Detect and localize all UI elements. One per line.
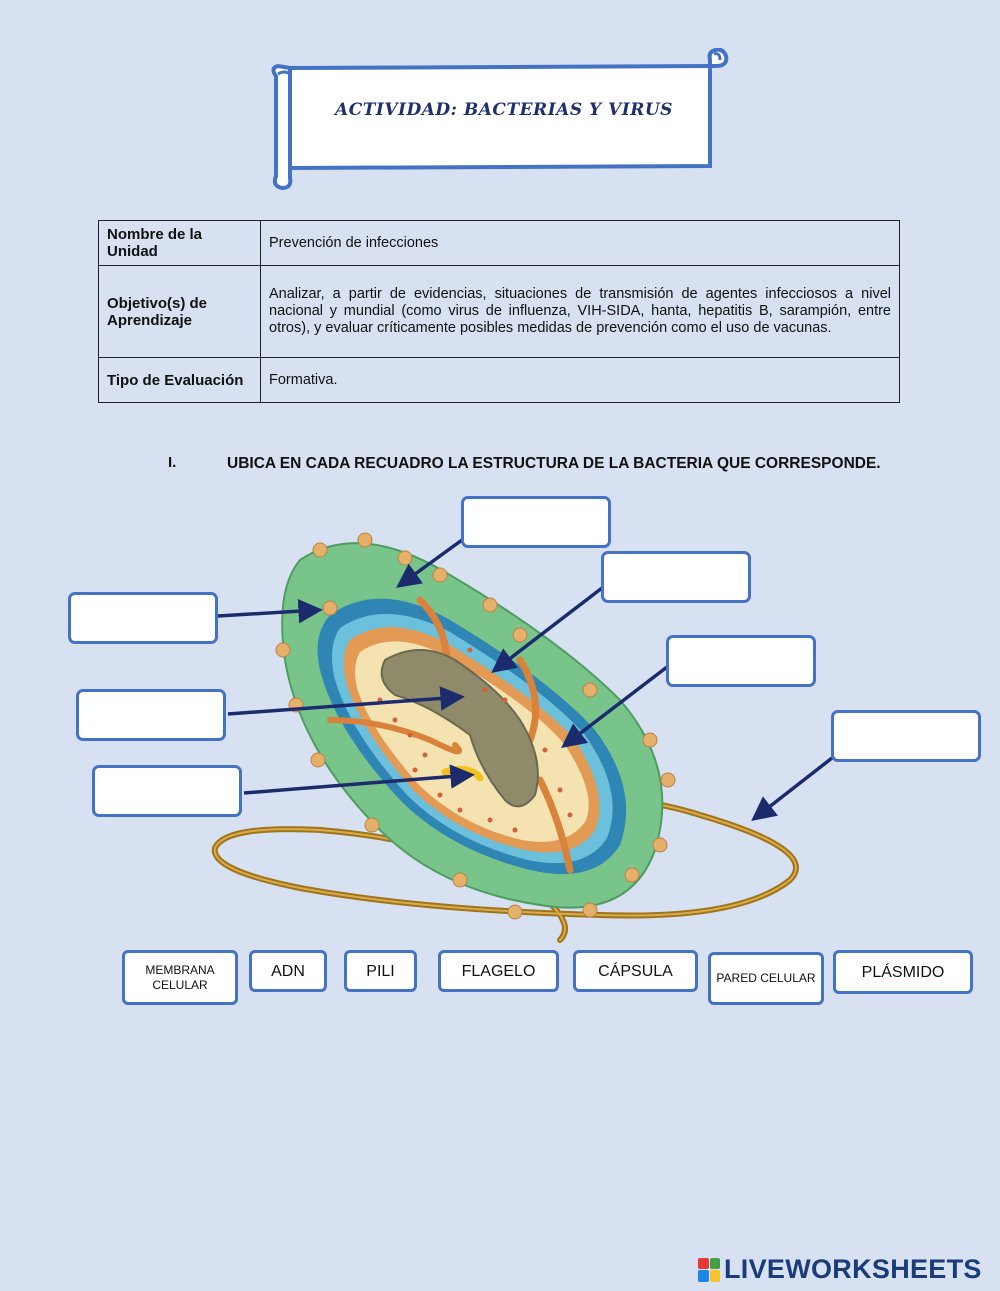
- answer-box-1[interactable]: [461, 496, 611, 548]
- liveworksheets-logo: [698, 1254, 982, 1285]
- title-scroll: [268, 48, 730, 190]
- word-adn[interactable]: ADN: [249, 950, 327, 992]
- word-flagelo[interactable]: FLAGELO: [438, 950, 559, 992]
- table-row: [99, 266, 900, 358]
- flagellum: [215, 800, 796, 940]
- table-key-cell: Nombre de la Unidad: [99, 221, 261, 266]
- plasmid: [445, 770, 480, 778]
- answer-box-3[interactable]: [666, 635, 816, 687]
- word-pared-celular[interactable]: PARED CELULAR: [708, 952, 824, 1005]
- table-value-cell: Formativa.: [261, 358, 900, 403]
- logo-icon: [698, 1258, 720, 1282]
- answer-box-5[interactable]: [68, 592, 218, 644]
- page-title: ACTIVIDAD: BACTERIAS Y VIRUS: [335, 100, 673, 120]
- instruction-number: I.: [168, 454, 177, 471]
- word-membrana-celular[interactable]: MEMBRANA CELULAR: [122, 950, 238, 1005]
- answer-box-2[interactable]: [601, 551, 751, 603]
- logo-text: LIVEWORKSHEETS: [724, 1254, 982, 1284]
- instruction-text: UBICA EN CADA RECUADRO LA ESTRUCTURA DE LA BACTERIA QUE CORRESPONDE.: [227, 455, 881, 472]
- nucleoid-dna: [382, 650, 538, 806]
- unit-info-table: [98, 220, 900, 403]
- word-capsula[interactable]: CÁPSULA: [573, 950, 698, 992]
- table-value-cell: Analizar, a partir de evidencias, situaciones de transmisión de agentes infecciosos a nivel nacional y mundial (como virus de influenza, VIH-SIDA, hanta, hepatitis B, sarampión, entre otros), y evaluar críticamente posibles medidas de prevención como el uso de vacunas.: [261, 266, 900, 358]
- table-row: [99, 221, 900, 266]
- cytoplasm: [355, 641, 589, 842]
- word-pili[interactable]: PILI: [344, 950, 417, 992]
- answer-box-4[interactable]: [831, 710, 981, 762]
- table-value-cell: Prevención de infecciones: [261, 221, 900, 266]
- table-key-cell: Tipo de Evaluación: [99, 358, 261, 403]
- table-row: [99, 358, 900, 403]
- table-key-cell: Objetivo(s) de Aprendizaje: [99, 266, 261, 358]
- word-plasmido[interactable]: PLÁSMIDO: [833, 950, 973, 994]
- answer-box-6[interactable]: [76, 689, 226, 741]
- answer-box-7[interactable]: [92, 765, 242, 817]
